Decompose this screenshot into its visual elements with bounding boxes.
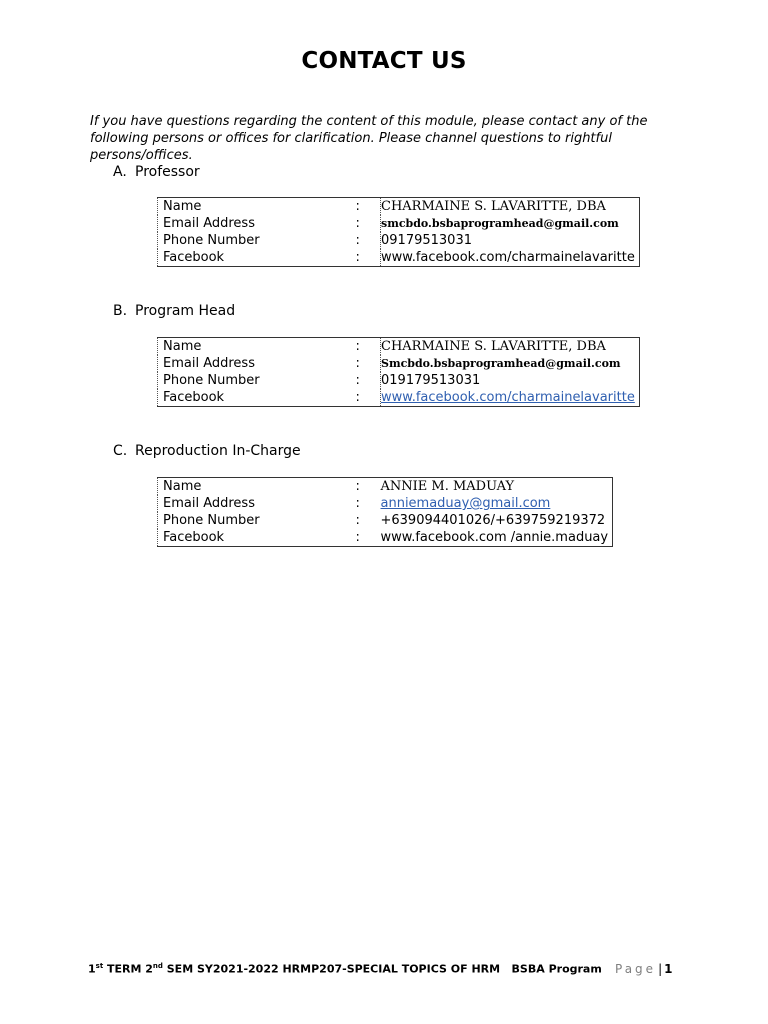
footer-term-number: 1 — [88, 962, 96, 976]
section-heading-reproduction — [113, 443, 301, 459]
footer-course-text: SEM SY2021-2022 HRMP207-SPECIAL TOPICS OF HRM BSBA Program — [162, 962, 602, 976]
row-separator: : — [356, 478, 381, 496]
row-separator: : — [355, 233, 360, 248]
intro-paragraph: If you have questions regarding the content of this module, please contact any of the following persons or offices for clarification. Please channel questions to rightful persons/offices. — [90, 114, 648, 163]
table-row — [158, 198, 640, 216]
table-row — [158, 232, 640, 249]
section-title: Professor — [135, 164, 200, 180]
table-row — [158, 249, 640, 267]
program-head-contact-table — [157, 337, 640, 407]
reproduction-phone: +639094401026/+639759219372 — [381, 512, 613, 529]
program-head-name: CHARMAINE S. LAVARITTE, DBA — [381, 338, 640, 356]
row-separator: : — [355, 356, 360, 371]
section-letter: A. — [113, 164, 127, 180]
program-head-phone: 019179513031 — [381, 372, 640, 389]
row-label: Email Address — [163, 356, 255, 371]
table-row — [158, 389, 640, 407]
row-label: Facebook — [158, 249, 356, 267]
section-title: Program Head — [135, 303, 236, 319]
section-heading-professor — [113, 164, 200, 180]
professor-contact-table — [157, 197, 640, 267]
row-separator: : — [356, 249, 381, 267]
table-row — [158, 529, 613, 547]
section-letter: C. — [113, 443, 128, 459]
row-label: Name — [158, 478, 356, 496]
table-row — [158, 355, 640, 372]
row-label: Email Address — [163, 496, 255, 511]
row-label: Facebook — [158, 389, 356, 407]
row-separator: : — [356, 389, 381, 407]
reproduction-contact-table — [157, 477, 613, 547]
row-separator: : — [356, 529, 381, 547]
professor-name: CHARMAINE S. LAVARITTE, DBA — [381, 198, 640, 216]
row-separator: : — [355, 496, 360, 511]
row-label: Name — [158, 198, 356, 216]
footer-sem-suffix: nd — [152, 962, 163, 970]
row-separator: : — [355, 513, 360, 528]
row-label: Phone Number — [163, 513, 260, 528]
page-number-indicator — [615, 962, 672, 976]
row-label: Phone Number — [163, 233, 260, 248]
row-separator: : — [356, 198, 381, 216]
section-heading-program-head — [113, 303, 235, 319]
row-label: Name — [158, 338, 356, 356]
table-row — [158, 512, 613, 529]
page-footer — [88, 962, 688, 976]
row-label: Email Address — [163, 216, 255, 231]
row-separator: : — [355, 373, 360, 388]
reproduction-name: ANNIE M. MADUAY — [381, 478, 613, 496]
footer-term-word: TERM — [103, 962, 146, 976]
page-separator: | — [658, 962, 663, 976]
table-row — [158, 495, 613, 512]
table-row — [158, 478, 613, 496]
row-separator: : — [356, 338, 381, 356]
table-row — [158, 338, 640, 356]
professor-phone: 09179513031 — [381, 232, 640, 249]
row-separator: : — [355, 216, 360, 231]
section-title: Reproduction In-Charge — [135, 443, 301, 459]
section-letter: B. — [113, 303, 128, 319]
page-number: 1 — [664, 962, 673, 976]
row-label: Phone Number — [163, 373, 260, 388]
reproduction-facebook: www.facebook.com /annie.maduay — [381, 529, 613, 547]
professor-email: smcbdo.bsbaprogramhead@gmail.com — [381, 215, 640, 232]
table-row — [158, 372, 640, 389]
row-label: Facebook — [158, 529, 356, 547]
footer-sem-number: 2 — [145, 962, 153, 976]
program-head-facebook-link[interactable]: www.facebook.com/charmainelavaritte — [381, 389, 640, 407]
professor-facebook: www.facebook.com/charmainelavaritte — [381, 249, 640, 267]
program-head-email: Smcbdo.bsbaprogramhead@gmail.com — [381, 355, 640, 372]
page-title: CONTACT US — [301, 48, 467, 74]
footer-term-suffix: st — [95, 962, 104, 970]
page-label: Page — [615, 962, 657, 976]
table-row — [158, 215, 640, 232]
reproduction-email-link[interactable]: anniemaduay@gmail.com — [381, 495, 613, 512]
